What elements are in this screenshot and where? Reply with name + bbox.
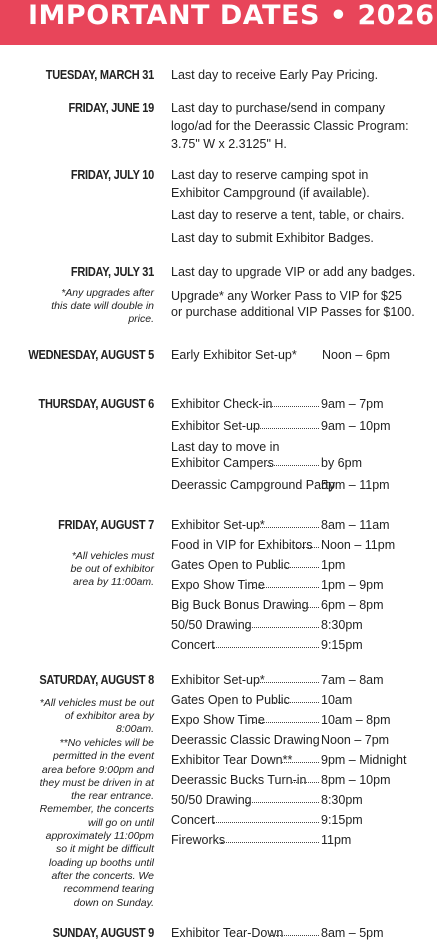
teardown-note: **No vehicles will be permitted in the event area before 9:00pm and they must be driven in at the rear entrance. Remember, the concerts will go on until approximately 11:00pm so it might be difficult loading up booths until after the concerts. We recommend tearing down on Sunday. — [39, 737, 154, 909]
date-july-31: FRIDAY, JULY 31 — [70, 265, 154, 279]
event-time: by 6pm — [321, 456, 362, 470]
deadline-text: Last day to receive Early Pay Pricing. — [171, 68, 379, 82]
event-label: Exhibitor Tear-Down — [171, 926, 284, 940]
event-time: 1pm – 9pm — [321, 578, 384, 592]
event-label: Fireworks — [171, 833, 226, 847]
event-time: 1pm — [321, 558, 346, 572]
schedule-row — [171, 671, 431, 689]
deadline-text: Last day to purchase/send in company — [171, 101, 386, 115]
leader-dots — [245, 627, 319, 628]
schedule-row — [171, 516, 431, 534]
schedule-row — [171, 576, 431, 594]
date-august-7: FRIDAY, AUGUST 7 — [58, 518, 154, 532]
event-time: 7am – 8am — [321, 673, 384, 687]
deadline-text: Last day to reserve camping spot in — [171, 168, 369, 182]
leader-dots — [294, 607, 319, 608]
event-label: Exhibitor Set-up — [171, 419, 260, 433]
event-time: 9pm – Midnight — [321, 753, 407, 767]
event-label: Expo Show Time — [171, 713, 265, 727]
event-label: Deerassic Classic Drawing — [171, 733, 320, 747]
event-time: 9am – 10pm — [321, 419, 391, 433]
page-title: IMPORTANT DATES • 2026 — [0, 0, 437, 45]
leader-dots — [253, 722, 319, 723]
event-time: 6pm – 8pm — [321, 598, 384, 612]
leader-dots — [271, 935, 319, 936]
event-label: Big Buck Bonus Drawing — [171, 598, 309, 612]
event-label: Exhibitor Set-up* — [171, 673, 265, 687]
leader-dots — [292, 782, 319, 783]
schedule-row — [171, 711, 431, 729]
leader-dots — [213, 647, 319, 648]
event-label: Exhibitor Tear Down** — [171, 753, 293, 767]
leader-dots — [263, 406, 319, 407]
schedule-row — [171, 556, 431, 574]
schedule-row — [171, 691, 431, 709]
leader-dots — [281, 762, 319, 763]
event-time: 10am – 8pm — [321, 713, 391, 727]
schedule-row — [171, 731, 431, 749]
date-august-8: SATURDAY, AUGUST 8 — [39, 673, 155, 687]
schedule-row — [171, 924, 431, 942]
event-label: Exhibitor Campers — [171, 456, 274, 470]
schedule-row — [171, 616, 431, 634]
event-time: Noon – 11pm — [321, 538, 396, 552]
leader-dots — [253, 428, 319, 429]
event-time: 8am – 5pm — [321, 926, 384, 940]
schedule-row — [171, 791, 431, 809]
schedule-row — [171, 476, 431, 494]
event-time: Noon – 6pm — [322, 348, 391, 362]
event-label: Concert — [171, 813, 215, 827]
event-label: Gates Open to Public — [171, 558, 290, 572]
schedule-row — [171, 417, 431, 435]
event-label: Deerassic Bucks Turn-in — [171, 773, 307, 787]
date-august-5: WEDNESDAY, AUGUST 5 — [28, 348, 154, 362]
leader-dots — [221, 842, 319, 843]
date-july-10: FRIDAY, JULY 10 — [70, 168, 154, 182]
schedule-row — [171, 596, 431, 614]
deadline-text: Exhibitor Campground (if available). — [171, 186, 370, 200]
schedule-row — [171, 831, 431, 849]
event-time: 5pm – 11pm — [321, 478, 390, 492]
leader-dots — [257, 682, 319, 683]
event-label: Food in VIP for Exhibitors — [171, 538, 313, 552]
deadline-text: 3.75" W x 2.3125" H. — [171, 137, 287, 151]
leader-dots — [274, 567, 319, 568]
event-label: Early Exhibitor Set-up* — [171, 348, 297, 362]
event-time: 11pm — [321, 833, 352, 847]
event-time: 8:30pm — [321, 618, 363, 632]
event-time: 10am — [321, 693, 353, 707]
event-time: 8:30pm — [321, 793, 363, 807]
vehicle-note: *All vehicles must be out of exhibitor area by 11:00am. — [70, 550, 154, 588]
vehicle-note: *All vehicles must be out of exhibitor area by 8:00am. — [39, 697, 154, 735]
leader-dots — [257, 527, 319, 528]
date-june-19: FRIDAY, JUNE 19 — [68, 101, 154, 115]
deadline-text: Upgrade* any Worker Pass to VIP for $25 — [171, 289, 402, 303]
date-august-9: SUNDAY, AUGUST 9 — [52, 926, 154, 940]
schedule-row — [171, 636, 431, 654]
leader-dots — [274, 702, 319, 703]
event-label: 50/50 Drawing — [171, 618, 252, 632]
event-label: Concert — [171, 638, 215, 652]
event-time: 9am – 7pm — [321, 397, 384, 411]
deadline-text: Last day to reserve a tent, table, or chairs. — [171, 208, 405, 222]
event-time: Noon – 7pm — [321, 733, 390, 747]
leader-dots — [245, 802, 319, 803]
event-time: 8pm – 10pm — [321, 773, 391, 787]
schedule-row — [171, 751, 431, 769]
schedule-row — [171, 771, 431, 789]
leader-dots — [267, 465, 319, 466]
event-label: Deerassic Campground Party — [171, 478, 335, 492]
deadline-text: or purchase additional VIP Passes for $100. — [171, 305, 415, 319]
event-label: Exhibitor Check-in — [171, 397, 273, 411]
date-august-6: THURSDAY, AUGUST 6 — [38, 397, 154, 411]
event-time: 8am – 11am — [321, 518, 390, 532]
upgrade-note: *Any upgrades after this date will double in price. — [51, 287, 154, 325]
event-label: 50/50 Drawing — [171, 793, 252, 807]
event-label: Last day to move in — [171, 440, 280, 454]
event-label: Expo Show Time — [171, 578, 265, 592]
schedule-row — [171, 536, 431, 554]
leader-dots — [213, 822, 319, 823]
schedule-row — [171, 395, 431, 413]
leader-dots — [297, 547, 319, 548]
event-label: Exhibitor Set-up* — [171, 518, 265, 532]
schedule-row — [171, 811, 431, 829]
leader-dots — [253, 587, 319, 588]
event-time: 9:15pm — [321, 638, 363, 652]
date-march-31: TUESDAY, MARCH 31 — [45, 68, 154, 82]
event-label: Gates Open to Public — [171, 693, 290, 707]
deadline-text: logo/ad for the Deerassic Classic Program: — [171, 119, 409, 133]
deadline-text: Last day to upgrade VIP or add any badges. — [171, 265, 416, 279]
schedule-row — [171, 454, 431, 472]
deadline-text: Last day to submit Exhibitor Badges. — [171, 231, 374, 245]
event-time: 9:15pm — [321, 813, 363, 827]
